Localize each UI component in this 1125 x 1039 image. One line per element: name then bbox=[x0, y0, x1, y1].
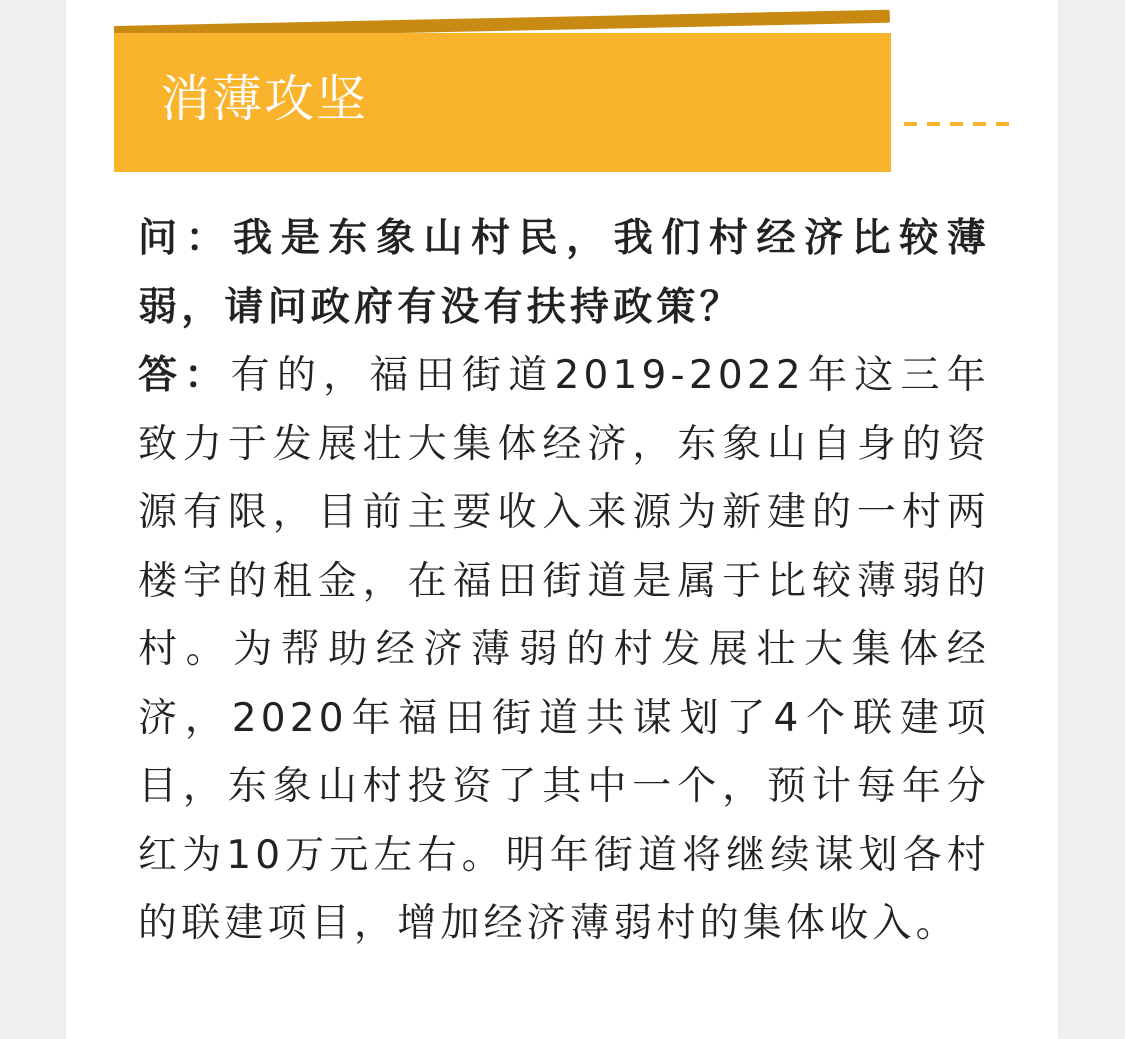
decorative-dashes bbox=[904, 122, 1014, 126]
question-text: 问：我是东象山村民，我们村经济比较薄弱，请问政府有没有扶持政策？ bbox=[138, 216, 990, 330]
answer-paragraph bbox=[138, 342, 990, 959]
answer-label: 答： bbox=[138, 353, 231, 398]
answer-text: 有的，福田街道2019-2022年这三年致力于发展壮大集体经济，东象山自身的资源有限，目前主要收入来源为新建的一村两楼宇的租金，在福田街道是属于比较薄弱的村。为帮助经济薄弱的村发展壮大集体经济，2020年福田街道共谋划了4个联建项目，东象山村投资了其中一个，预计每年分红为10万元左右。明年街道将继续谋划各村的联建项目，增加经济薄弱村的集体收入。 bbox=[138, 353, 990, 946]
section-banner bbox=[114, 33, 891, 172]
section-title: 消薄攻坚 bbox=[160, 70, 368, 128]
qa-block bbox=[138, 205, 990, 959]
